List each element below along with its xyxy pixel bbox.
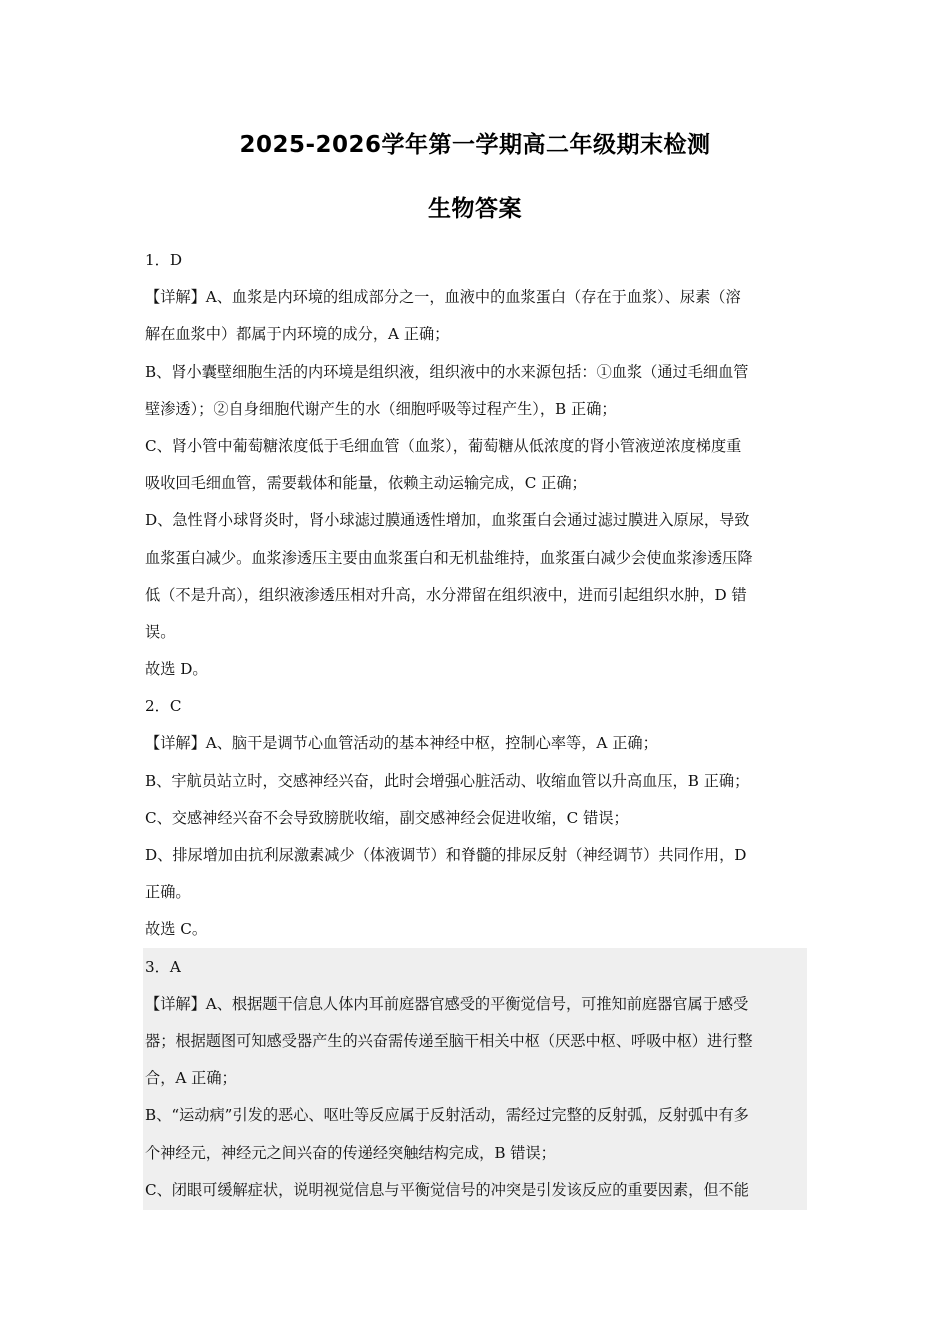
- answer-choice: 故选 C。: [145, 920, 208, 939]
- page-subtitle: 生物答案: [428, 196, 522, 222]
- question-number: 1．D: [145, 251, 183, 269]
- text-line: C、闭眼可缓解症状，说明视觉信息与平衡觉信号的冲突是引发该反应的重要因素，但不能: [145, 1180, 749, 1199]
- text-line: 器；根据题图可知感受器产生的兴奋需传递至脑干相关中枢（厌恶中枢、呼吸中枢）进行整: [145, 1031, 753, 1050]
- text-line: 正确。: [145, 883, 191, 902]
- page-title: 2025-2026学年第一学期高二年级期末检测: [239, 132, 711, 158]
- text-line: 误。: [145, 622, 176, 641]
- text-line: 合，A 正确；: [145, 1069, 237, 1088]
- text-line: D、排尿增加由抗利尿激素减少（体液调节）和脊髓的排尿反射（神经调节）共同作用，D: [145, 846, 747, 864]
- text-line: 【详解】A、血浆是内环境的组成部分之一，血液中的血浆蛋白（存在于血浆）、尿素（溶: [145, 288, 741, 307]
- text-line: 吸收回毛细血管，需要载体和能量，依赖主动运输完成，C 正确；: [145, 474, 587, 493]
- text-line: 【详解】A、根据题干信息人体内耳前庭器官感受的平衡觉信号，可推知前庭器官属于感受: [145, 994, 749, 1013]
- text-line: 解在血浆中）都属于内环境的成分，A 正确；: [145, 325, 450, 344]
- text-line: 壁渗透）；②自身细胞代谢产生的水（细胞呼吸等过程产生），B 正确；: [145, 399, 617, 418]
- text-line: C、肾小管中葡萄糖浓度低于毛细血管（血浆），葡萄糖从低浓度的肾小管液逆浓度梯度重: [145, 436, 742, 455]
- question-number: 3．A: [145, 957, 181, 976]
- text-line: B、宇航员站立时，交感神经兴奋，此时会增强心脏活动、收缩血管以升高血压，B 正确；: [145, 771, 750, 790]
- question-3: [145, 949, 808, 1209]
- text-line: D、急性肾小球肾炎时，肾小球滤过膜通透性增加，血浆蛋白会通过滤过膜进入原尿，导致: [145, 511, 750, 530]
- answer-choice: 故选 D。: [145, 660, 208, 679]
- text-line: 血浆蛋白减少。血浆渗透压主要由血浆蛋白和无机盐维持，血浆蛋白减少会使血浆渗透压降: [145, 548, 753, 567]
- answer-content: [145, 242, 808, 1209]
- question-1: [145, 242, 808, 688]
- text-line: B、肾小囊壁细胞生活的内环境是组织液，组织液中的水来源包括：①血浆（通过毛细血管: [145, 362, 749, 381]
- text-line: 【详解】A、脑干是调节心血管活动的基本神经中枢，控制心率等，A 正确；: [145, 734, 658, 753]
- text-line: 个神经元，神经元之间兴奋的传递经突触结构完成，B 错误；: [145, 1143, 556, 1162]
- question-number: 2．C: [145, 697, 182, 716]
- text-line: C、交感神经兴奋不会导致膀胱收缩，副交感神经会促进收缩，C 错误；: [145, 808, 629, 827]
- text-line: B、“运动病”引发的恶心、呕吐等反应属于反射活动，需经过完整的反射弧，反射弧中有多: [145, 1106, 749, 1125]
- text-line: 低（不是升高），组织液渗透压相对升高，水分滞留在组织液中，进而引起组织水肿，D 错: [145, 585, 747, 604]
- question-2: [145, 688, 808, 948]
